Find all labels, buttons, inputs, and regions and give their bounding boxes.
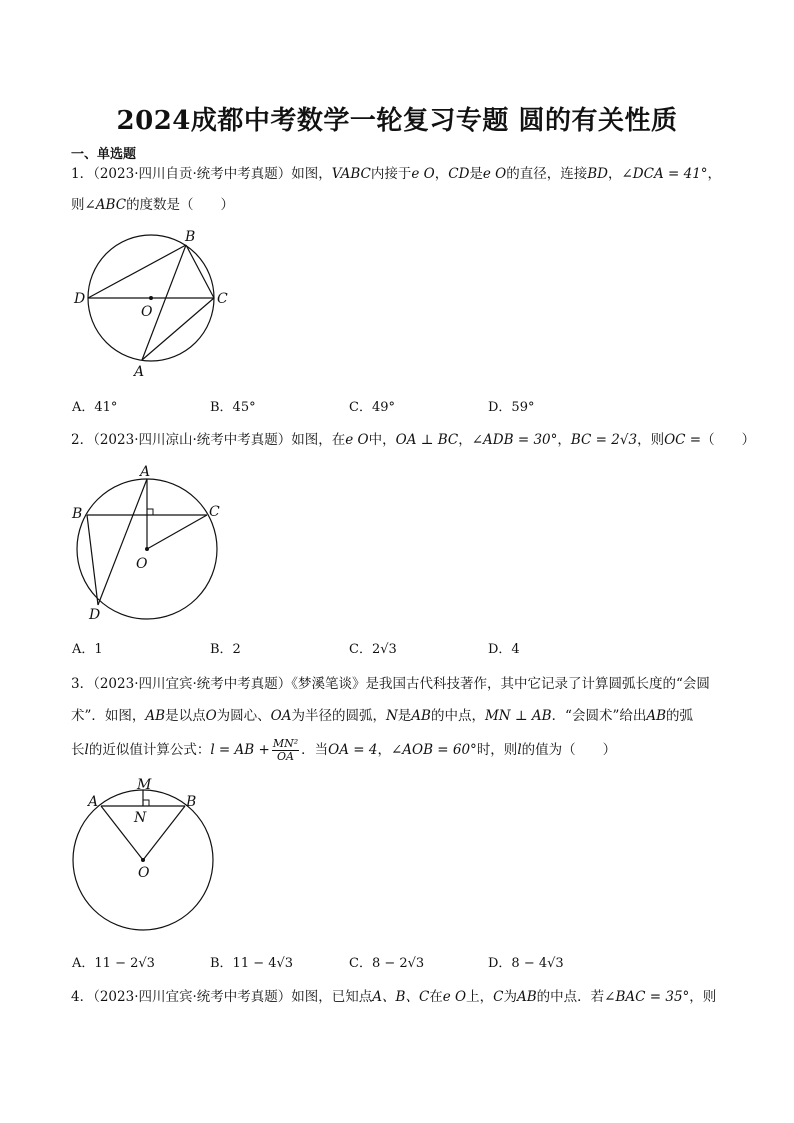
q1-chord-bc	[186, 245, 214, 298]
q2-option-c[interactable]: C．2√3	[349, 642, 397, 657]
q3-math: MN ⊥ AB	[484, 708, 552, 724]
q3-option-a[interactable]: A．11 − 2√3	[72, 956, 155, 971]
q1-math: BD	[587, 166, 608, 182]
q2-label-b: B	[72, 506, 83, 522]
question-1-line-2	[71, 191, 234, 219]
q2-chord-bd	[87, 515, 98, 605]
q2-option-b[interactable]: B．2	[210, 642, 241, 657]
q3-option-b[interactable]: B．11 − 4√3	[210, 956, 294, 971]
q3-option-c[interactable]: C．8 − 2√3	[349, 956, 425, 971]
q2-text: ，	[557, 432, 571, 448]
q3-math: N	[385, 708, 398, 724]
q2-radius-oc	[147, 515, 207, 549]
q1-math: ∠DCA = 41°	[621, 166, 708, 182]
q1-text: ，	[608, 166, 622, 182]
q3-label-m: M	[137, 777, 152, 793]
q1-text: 1．（2023·四川自贡·统考中考真题）如图，	[71, 166, 332, 182]
q2-text: （ ）	[701, 432, 756, 448]
q1-label-o: O	[141, 304, 153, 320]
q3-math: AB	[145, 708, 166, 724]
q2-math: BC = 2√3	[570, 432, 638, 448]
q3-formula-fraction	[272, 738, 299, 763]
q3-right-angle-mark	[143, 800, 149, 806]
q1-text: ，	[707, 166, 722, 182]
q1-math: e O	[411, 166, 435, 182]
q2-label-a: A	[140, 464, 151, 480]
q1-label-d: D	[74, 291, 86, 307]
q2-label-c: C	[209, 504, 220, 520]
q3-math: O	[205, 708, 217, 724]
q1-label-c: C	[217, 291, 228, 307]
q3-text: 长	[71, 742, 85, 758]
q1-option-b[interactable]: B．45°	[210, 400, 256, 415]
q3-text: 术”．如图，	[71, 708, 146, 724]
q2-math: OC =	[664, 432, 702, 448]
q1-label-a: A	[134, 364, 145, 380]
q3-math: l	[517, 742, 522, 758]
q3-text: 的值为（ ）	[521, 742, 617, 758]
q4-math: A、B、C	[372, 989, 430, 1005]
q4-math: e O	[442, 989, 467, 1005]
q3-math: l	[84, 742, 89, 758]
q4-text: 为	[503, 989, 517, 1005]
q4-text: ，则	[689, 989, 717, 1005]
q2-option-a[interactable]: A．1	[72, 642, 103, 657]
q2-math: OA ⊥ BC	[395, 432, 459, 448]
q1-text: 内接于	[370, 166, 412, 182]
q3-center-dot	[141, 858, 145, 862]
q3-radius-ob	[143, 806, 185, 860]
q1-option-c[interactable]: C．49°	[349, 400, 395, 415]
question-4-line-1	[71, 983, 716, 1011]
q1-label-b: B	[185, 229, 196, 245]
q1-center-dot	[149, 296, 153, 300]
q3-label-n: N	[134, 810, 147, 826]
q3-text: 为半径的圆弧，	[291, 708, 386, 724]
q2-center-dot	[145, 547, 149, 551]
q2-label-o: O	[136, 556, 148, 572]
q3-fraction-numerator: MN²	[272, 737, 299, 750]
q2-text: ，	[458, 432, 472, 448]
q2-text: ，则	[637, 432, 665, 448]
question-3-line-3	[71, 736, 616, 764]
q3-math: AB	[411, 708, 431, 724]
q1-math: VABC	[331, 166, 371, 182]
q2-right-angle-mark	[147, 509, 153, 515]
q3-math: OA	[270, 708, 292, 724]
q3-math: AB	[646, 708, 667, 724]
question-1-line-1	[71, 160, 721, 188]
q3-math: l = AB +	[210, 742, 270, 758]
q4-text: 上，	[466, 989, 494, 1005]
question-3-line-1: 3．（2023·四川宜宾·统考中考真题）《梦溪笔谈》是我国古代科技著作，其中它记录了计算圆弧长度的“会圆	[71, 676, 710, 692]
q1-figure	[60, 225, 260, 385]
q3-math: ∠AOB = 60°	[390, 742, 477, 758]
q4-math: ∠BAC = 35°	[604, 989, 690, 1005]
q3-option-d[interactable]: D．8 − 4√3	[488, 956, 564, 971]
section-heading: 一、单选题	[71, 147, 137, 162]
question-2-line-1	[71, 426, 755, 454]
q1-text: 则	[71, 197, 85, 213]
page-title: 2024成都中考数学一轮复习专题 圆的有关性质	[116, 106, 678, 136]
q3-text: ，	[377, 742, 391, 758]
q2-chord-da	[98, 479, 147, 605]
q3-label-b: B	[186, 794, 197, 810]
q1-option-d[interactable]: D．59°	[488, 400, 535, 415]
q1-text: ，	[434, 166, 449, 182]
q3-text: ．“会圆术”给出	[551, 708, 647, 724]
question-3-line-2	[71, 702, 693, 730]
q4-text: 在	[429, 989, 443, 1005]
q3-text: 是	[397, 708, 412, 724]
q1-text: 的度数是（ ）	[126, 197, 235, 213]
q2-option-d[interactable]: D．4	[488, 642, 520, 657]
q1-text: 的直径，连接	[506, 166, 588, 182]
q3-label-a: A	[88, 794, 99, 810]
q1-chord-ba	[142, 245, 186, 360]
q4-math: C	[493, 989, 504, 1005]
q3-text: 为圆心、	[216, 708, 271, 724]
q3-text: ．当	[301, 742, 329, 758]
q2-text: 2．（2023·四川凉山·统考中考真题）如图，在	[71, 432, 346, 448]
q1-text: 是	[469, 166, 483, 182]
q3-text: 的中点，	[430, 708, 485, 724]
q1-chord-db	[88, 245, 186, 298]
q2-figure	[60, 458, 240, 628]
q4-text: 的中点．若	[536, 989, 605, 1005]
q2-math: e O	[345, 432, 369, 448]
q3-figure	[60, 775, 230, 940]
q2-math: ∠ADB = 30°	[471, 432, 558, 448]
q3-text: 是以点	[165, 708, 206, 724]
q4-math: AB	[516, 989, 537, 1005]
q1-math: ∠ABC	[84, 197, 127, 213]
q2-text: 中，	[368, 432, 396, 448]
q3-fraction-denominator: OA	[276, 750, 294, 763]
q3-text: 的近似值计算公式：	[88, 742, 211, 758]
q3-text: 的弧	[666, 708, 694, 724]
q1-math: e O	[482, 166, 507, 182]
q3-label-o: O	[138, 865, 150, 881]
q1-math: CD	[448, 166, 470, 182]
q1-option-a[interactable]: A．41°	[72, 400, 118, 415]
q1-chord-ac	[142, 298, 214, 360]
q4-text: 4．（2023·四川宜宾·统考中考真题）如图，已知点	[71, 989, 373, 1005]
q2-label-d: D	[89, 607, 101, 623]
q3-text: 时，则	[476, 742, 518, 758]
q3-math: OA = 4	[328, 742, 378, 758]
